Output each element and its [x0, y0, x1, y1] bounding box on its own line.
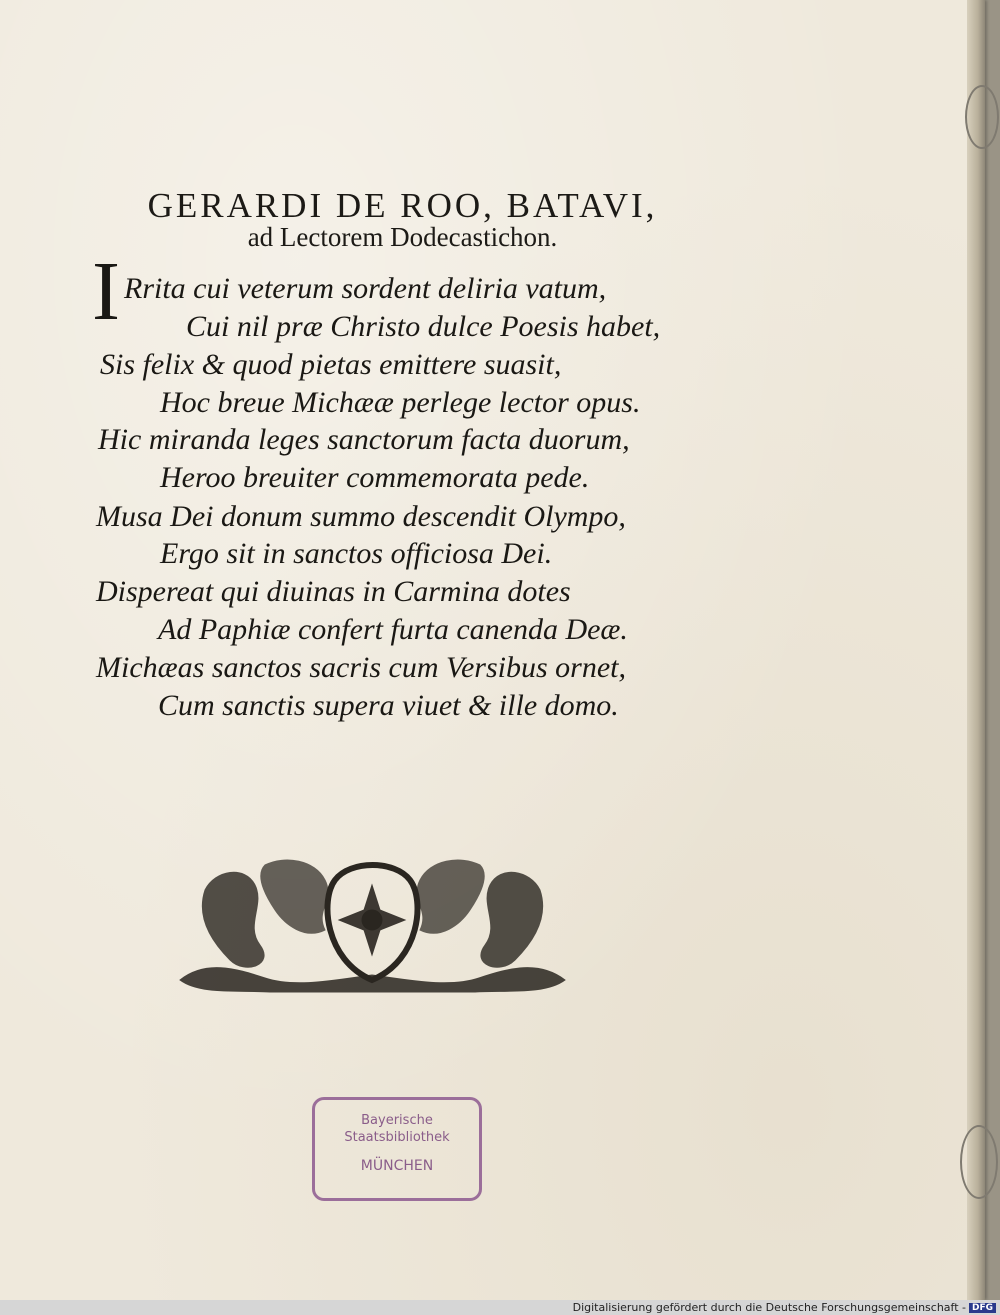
poem-line: Hic miranda leges sanctorum facta duorum, [98, 423, 630, 456]
library-stamp [312, 1097, 482, 1201]
poem-line: Ergo sit in sanctos officiosa Dei. [160, 537, 553, 570]
poem-line: Dispereat qui diuinas in Carmina dotes [96, 575, 571, 608]
poem-line: Cui nil præ Christo dulce Poesis habet, [186, 310, 661, 343]
woodcut-ornament [175, 850, 570, 1000]
footer-text: Digitalisierung gefördert durch die Deutsche Forschungsgemeinschaft - [572, 1301, 966, 1314]
binding-ring [965, 85, 999, 149]
poem-line: Hoc breue Michææ perlege lector opus. [160, 386, 641, 419]
poem-line: Sis felix & quod pietas emittere suasit, [100, 348, 562, 381]
stamp-line: Bayerische [361, 1113, 433, 1128]
heading-title: GERARDI DE ROO, BATAVI, [147, 186, 658, 225]
binding-ring [960, 1125, 998, 1199]
poem-line: Cum sanctis supera viuet & ille domo. [158, 689, 619, 722]
poem-line: Heroo breuiter commemorata pede. [160, 461, 590, 494]
stamp-line: Staatsbibliothek [344, 1130, 450, 1145]
heading-subtitle: ad Lectorem Dodecastichon. [247, 222, 558, 252]
dfg-logo: DFG [969, 1303, 996, 1313]
poem-line: Musa Dei donum summo descendit Olympo, [96, 500, 626, 533]
poem-line: Rrita cui veterum sordent deliria vatum, [124, 272, 607, 305]
drop-capital: I [92, 245, 120, 338]
footer-bar [0, 1300, 1000, 1315]
poem-line: Michæas sanctos sacris cum Versibus ornet, [96, 651, 626, 684]
poem-line: Ad Paphiæ confert furta canenda Deæ. [158, 613, 628, 646]
page-edge [967, 0, 985, 1300]
stamp-line: MÜNCHEN [360, 1158, 434, 1174]
